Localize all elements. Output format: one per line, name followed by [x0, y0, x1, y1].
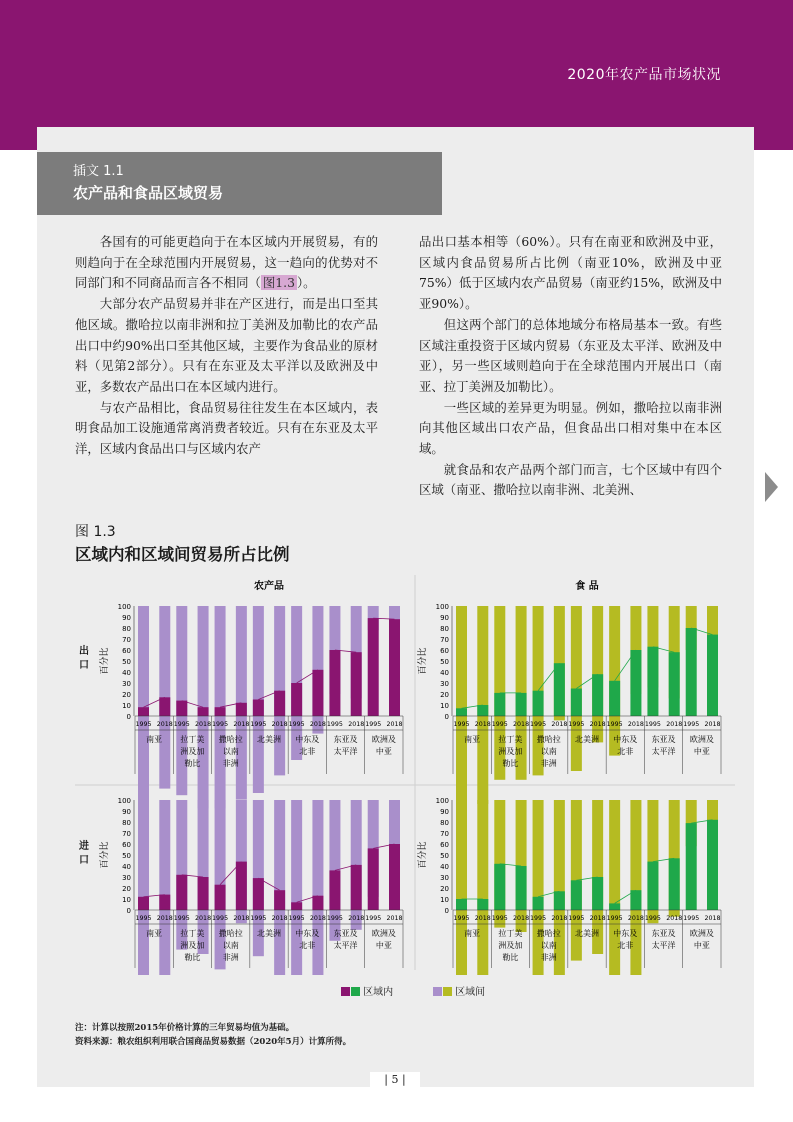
x-tick-year: 2018: [156, 721, 173, 728]
x-region-label: 以南: [222, 747, 239, 756]
x-tick-year: 2018: [513, 915, 530, 922]
bar-inter-regional: [477, 800, 488, 975]
x-region-label: 南亚: [464, 735, 481, 744]
bar-intra-regional: [389, 844, 400, 910]
y-tick-label: 0: [126, 907, 131, 915]
x-tick-year: 1995: [683, 721, 700, 728]
paragraph-text: ）。: [296, 275, 316, 291]
x-region-label: 撒哈拉: [218, 735, 243, 744]
y-axis-label: 百分比: [100, 647, 110, 675]
y-tick-label: 20: [122, 885, 131, 893]
bar-intra-regional: [630, 890, 641, 910]
x-region-label: 北非: [299, 941, 316, 950]
bar-intra-regional: [686, 823, 697, 910]
y-tick-label: 100: [117, 603, 131, 611]
bar-intra-regional: [707, 635, 718, 716]
x-tick-year: 1995: [135, 915, 152, 922]
x-tick-year: 2018: [195, 721, 212, 728]
y-tick-label: 80: [122, 819, 131, 827]
y-tick-label: 10: [440, 702, 449, 710]
x-tick-year: 2018: [627, 721, 644, 728]
y-tick-label: 0: [444, 907, 449, 915]
y-tick-label: 10: [122, 896, 131, 904]
x-tick-year: 2018: [589, 721, 606, 728]
x-tick-year: 1995: [683, 915, 700, 922]
x-region-label: 欧洲及: [689, 929, 714, 938]
x-tick-year: 1995: [288, 915, 305, 922]
x-region-label: 勒比: [502, 759, 519, 768]
bar-inter-regional: [236, 606, 247, 800]
y-tick-label: 0: [444, 713, 449, 721]
y-tick-label: 50: [122, 852, 131, 860]
bar-intra-regional: [291, 683, 302, 716]
figure-notes: [75, 1021, 351, 1049]
x-tick-year: 2018: [386, 915, 403, 922]
chart-grid-svg: [75, 575, 735, 975]
report-title: 2020年农产品市场状况: [567, 67, 721, 83]
y-tick-label: 50: [440, 852, 449, 860]
x-region-label: 中东及: [613, 735, 638, 744]
bar-intra-regional: [609, 681, 620, 716]
bar-intra-regional: [198, 707, 209, 716]
legend-item-intra: [341, 983, 393, 998]
x-tick-year: 2018: [233, 721, 250, 728]
x-tick-year: 1995: [326, 915, 343, 922]
bar-intra-regional: [456, 899, 467, 910]
bar-intra-regional: [533, 897, 544, 910]
x-tick-year: 1995: [212, 721, 229, 728]
next-page-arrow-icon[interactable]: [765, 472, 778, 502]
bar-intra-regional: [592, 877, 603, 910]
x-region-label: 太平洋: [651, 747, 676, 756]
figure-link[interactable]: 图1.3: [262, 275, 295, 291]
y-tick-label: 30: [440, 874, 449, 882]
row-label-import: 进口: [79, 841, 89, 866]
x-tick-year: 2018: [474, 915, 491, 922]
legend-swatch-ag-intra: [341, 987, 350, 996]
x-region-label: 太平洋: [651, 941, 676, 950]
x-region-label: 北非: [617, 747, 634, 756]
x-region-label: 拉丁美: [180, 929, 205, 938]
bar-intra-regional: [571, 689, 582, 717]
bar-intra-regional: [176, 875, 187, 910]
x-region-label: 勒比: [184, 759, 201, 768]
x-region-label: 北非: [617, 941, 634, 950]
y-tick-label: 10: [122, 702, 131, 710]
bar-intra-regional: [669, 652, 680, 716]
bar-intra-regional: [274, 691, 285, 716]
x-region-label: 中亚: [375, 747, 392, 756]
x-tick-year: 1995: [212, 915, 229, 922]
x-tick-year: 2018: [309, 721, 326, 728]
y-tick-label: 30: [440, 680, 449, 688]
bar-intra-regional: [312, 896, 323, 910]
x-region-label: 洲及加: [498, 747, 523, 756]
x-region-label: 太平洋: [333, 941, 358, 950]
y-tick-label: 20: [440, 885, 449, 893]
x-tick-year: 1995: [568, 721, 585, 728]
bar-intra-regional: [368, 848, 379, 910]
bar-intra-regional: [669, 858, 680, 910]
bar-intra-regional: [456, 708, 467, 716]
x-region-label: 非洲: [222, 759, 239, 768]
x-region-label: 北美洲: [575, 929, 599, 938]
x-tick-year: 2018: [271, 915, 288, 922]
x-tick-year: 2018: [474, 721, 491, 728]
x-tick-year: 1995: [135, 721, 152, 728]
x-tick-year: 1995: [644, 915, 661, 922]
x-region-label: 中亚: [693, 941, 710, 950]
bar-inter-regional: [456, 800, 467, 975]
y-tick-label: 70: [122, 636, 131, 644]
x-tick-year: 2018: [589, 915, 606, 922]
x-tick-year: 2018: [233, 915, 250, 922]
bar-intra-regional: [351, 652, 362, 716]
legend-label-intra: 区域内: [363, 987, 394, 998]
x-region-label: 洲及加: [180, 941, 205, 950]
y-tick-label: 50: [440, 658, 449, 666]
x-region-label: 中亚: [375, 941, 392, 950]
paragraph: 大部分农产品贸易并非在产区进行，而是出口至其他区域。撒哈拉以南非洲和拉丁美洲及加勒比的农产品出口中约90%出口至其他区域，主要作为食品业的原材料（见第2部分）。只有在东亚及太平洋以及欧洲及中亚，多数农产品出口在本区域内进行。: [75, 296, 378, 394]
y-tick-label: 80: [440, 819, 449, 827]
bar-intra-regional: [592, 674, 603, 716]
x-region-label: 撒哈拉: [218, 929, 243, 938]
y-tick-label: 0: [126, 713, 131, 721]
text-column-left: [75, 232, 378, 460]
x-region-label: 以南: [222, 941, 239, 950]
x-tick-year: 2018: [704, 721, 721, 728]
x-region-label: 东亚及: [651, 735, 676, 744]
x-region-label: 勒比: [184, 953, 201, 962]
y-tick-label: 40: [440, 669, 449, 677]
bar-intra-regional: [554, 891, 565, 910]
bar-inter-regional: [159, 800, 170, 975]
x-tick-year: 2018: [271, 721, 288, 728]
y-tick-label: 90: [122, 808, 131, 816]
y-axis-label: 百分比: [418, 841, 428, 869]
bar-intra-regional: [533, 691, 544, 716]
y-tick-label: 40: [122, 863, 131, 871]
x-tick-year: 1995: [326, 721, 343, 728]
row-label-export: 出口: [79, 646, 89, 671]
paragraph: [75, 232, 378, 294]
y-tick-label: 60: [122, 841, 131, 849]
x-region-label: 北美洲: [257, 929, 281, 938]
x-region-label: 中东及: [295, 735, 320, 744]
y-tick-label: 80: [440, 625, 449, 633]
x-region-label: 欧洲及: [371, 735, 396, 744]
legend-swatch-ag-inter: [433, 987, 442, 996]
bar-intra-regional: [389, 619, 400, 716]
bar-intra-regional: [686, 628, 697, 716]
y-axis-label: 百分比: [418, 647, 428, 675]
x-region-label: 中东及: [295, 929, 320, 938]
y-tick-label: 20: [440, 691, 449, 699]
y-tick-label: 70: [440, 636, 449, 644]
x-tick-year: 2018: [551, 721, 568, 728]
bar-intra-regional: [368, 618, 379, 716]
x-tick-year: 2018: [386, 721, 403, 728]
x-tick-year: 1995: [250, 721, 267, 728]
bar-intra-regional: [253, 700, 264, 717]
x-tick-year: 2018: [627, 915, 644, 922]
y-tick-label: 60: [440, 841, 449, 849]
paragraph: 与农产品相比，食品贸易往往发生在本区域内，表明食品加工设施通常离消费者较近。只有在东亚及太平洋，区域内食品出口与区域内农产: [75, 399, 378, 457]
x-tick-year: 2018: [513, 721, 530, 728]
y-tick-label: 100: [435, 603, 449, 611]
page-number: | 5 |: [370, 1072, 420, 1087]
y-axis-label: 百分比: [100, 841, 110, 869]
y-tick-label: 10: [440, 896, 449, 904]
bar-intra-regional: [494, 864, 505, 910]
x-region-label: 勒比: [502, 953, 519, 962]
bar-intra-regional: [253, 878, 264, 910]
bar-intra-regional: [329, 650, 340, 716]
bar-intra-regional: [554, 663, 565, 716]
bar-intra-regional: [274, 890, 285, 910]
y-tick-label: 90: [440, 808, 449, 816]
bar-intra-regional: [291, 902, 302, 910]
x-region-label: 太平洋: [333, 747, 358, 756]
bar-intra-regional: [647, 862, 658, 910]
y-tick-label: 30: [122, 680, 131, 688]
text-column-right: [419, 232, 722, 501]
y-tick-label: 90: [122, 614, 131, 622]
box-label: 插文 1.1: [73, 164, 124, 179]
y-tick-label: 90: [440, 614, 449, 622]
x-region-label: 北美洲: [575, 735, 599, 744]
x-region-label: 非洲: [540, 953, 557, 962]
bar-intra-regional: [159, 895, 170, 910]
x-region-label: 南亚: [464, 929, 481, 938]
x-tick-year: 1995: [644, 721, 661, 728]
y-tick-label: 20: [122, 691, 131, 699]
y-tick-label: 100: [117, 797, 131, 805]
x-tick-year: 2018: [666, 915, 683, 922]
bar-intra-regional: [138, 897, 149, 910]
legend-item-inter: [433, 983, 485, 998]
x-tick-year: 1995: [453, 915, 470, 922]
x-region-label: 南亚: [146, 735, 163, 744]
x-tick-year: 1995: [606, 915, 623, 922]
x-region-label: 东亚及: [651, 929, 676, 938]
figure-charts: [75, 575, 735, 975]
x-tick-year: 1995: [491, 721, 508, 728]
x-tick-year: 1995: [173, 721, 190, 728]
bar-intra-regional: [198, 877, 209, 910]
x-region-label: 以南: [540, 941, 557, 950]
x-region-label: 南亚: [146, 929, 163, 938]
bar-intra-regional: [609, 903, 620, 910]
page-number-value: 5: [391, 1073, 399, 1086]
x-region-label: 中亚: [693, 747, 710, 756]
legend-swatch-food-inter: [443, 987, 452, 996]
x-tick-year: 1995: [530, 721, 547, 728]
x-region-label: 北美洲: [257, 735, 281, 744]
x-region-label: 拉丁美: [498, 929, 523, 938]
legend-swatch-food-intra: [351, 987, 360, 996]
x-tick-year: 2018: [309, 915, 326, 922]
y-tick-label: 70: [440, 830, 449, 838]
paragraph: 但这两个部门的总体地域分布格局基本一致。有些区域注重投资于区域内贸易（东亚及太平洋、欧洲及中亚），另一些区域则趋向于在全球范围内开展出口（南亚、拉丁美洲及加勒比）。: [419, 316, 722, 394]
bar-intra-regional: [312, 670, 323, 716]
x-tick-year: 2018: [156, 915, 173, 922]
x-region-label: 拉丁美: [498, 735, 523, 744]
x-region-label: 欧洲及: [689, 735, 714, 744]
legend-label-inter: 区域间: [455, 987, 486, 998]
x-region-label: 东亚及: [333, 929, 358, 938]
x-tick-year: 2018: [348, 915, 365, 922]
bar-intra-regional: [516, 866, 527, 910]
x-tick-year: 2018: [704, 915, 721, 922]
x-tick-year: 2018: [666, 721, 683, 728]
x-region-label: 洲及加: [498, 941, 523, 950]
x-tick-year: 1995: [365, 915, 382, 922]
bar-inter-regional: [138, 800, 149, 975]
y-tick-label: 30: [122, 874, 131, 882]
x-region-label: 洲及加: [180, 747, 205, 756]
bar-intra-regional: [647, 647, 658, 716]
x-tick-year: 2018: [348, 721, 365, 728]
x-tick-year: 2018: [551, 915, 568, 922]
y-tick-label: 80: [122, 625, 131, 633]
x-tick-year: 1995: [365, 721, 382, 728]
y-tick-label: 40: [122, 669, 131, 677]
bar-intra-regional: [571, 880, 582, 910]
x-region-label: 非洲: [222, 953, 239, 962]
note-text: 注：计算以按照2015年价格计算的三年贸易均值为基础。: [75, 1023, 295, 1033]
chart-title: 食 品: [575, 581, 599, 592]
x-tick-year: 1995: [491, 915, 508, 922]
bar-intra-regional: [477, 705, 488, 716]
chart-title: 农产品: [254, 581, 284, 592]
x-region-label: 欧洲及: [371, 929, 396, 938]
x-tick-year: 2018: [195, 915, 212, 922]
bar-intra-regional: [351, 865, 362, 910]
paragraph-text: 各国有的可能更趋向于在本区域内开展贸易，有的则趋向于在全球范围内开展贸易，这一趋向的优势对不同部门和不同商品而言各不相同（: [75, 234, 378, 291]
paragraph: 就食品和农产品两个部门而言，七个区域中有四个区域（南亚、撒哈拉以南非洲、北美洲、: [419, 461, 722, 498]
bar-intra-regional: [159, 697, 170, 716]
x-tick-year: 1995: [288, 721, 305, 728]
x-tick-year: 1995: [606, 721, 623, 728]
box-title: 农产品和食品区域贸易: [73, 184, 224, 202]
bar-intra-regional: [236, 703, 247, 716]
bar-intra-regional: [477, 899, 488, 910]
x-region-label: 以南: [540, 747, 557, 756]
x-tick-year: 1995: [568, 915, 585, 922]
y-tick-label: 50: [122, 658, 131, 666]
bar-intra-regional: [138, 707, 149, 716]
source-text: 资料来源：粮农组织利用联合国商品贸易数据（2020年5月）计算所得。: [75, 1037, 352, 1047]
y-tick-label: 70: [122, 830, 131, 838]
y-tick-label: 60: [440, 647, 449, 655]
x-region-label: 中东及: [613, 929, 638, 938]
bar-intra-regional: [630, 650, 641, 716]
bar-intra-regional: [516, 693, 527, 716]
bar-intra-regional: [236, 862, 247, 910]
box-banner: [37, 152, 442, 215]
bar-intra-regional: [329, 870, 340, 910]
bar-intra-regional: [215, 885, 226, 910]
figure-label: 图 1.3: [75, 524, 116, 540]
paragraph: 一些区域的差异更为明显。例如，撒哈拉以南非洲向其他区域出口农产品，但食品出口相对集中在本区域。: [419, 399, 722, 457]
x-region-label: 北非: [299, 747, 316, 756]
x-region-label: 非洲: [540, 759, 557, 768]
bar-inter-regional: [274, 800, 285, 975]
x-region-label: 东亚及: [333, 735, 358, 744]
bar-intra-regional: [176, 701, 187, 716]
x-region-label: 撒哈拉: [536, 929, 561, 938]
y-tick-label: 60: [122, 647, 131, 655]
x-tick-year: 1995: [530, 915, 547, 922]
x-region-label: 拉丁美: [180, 735, 205, 744]
x-tick-year: 1995: [173, 915, 190, 922]
x-tick-year: 1995: [250, 915, 267, 922]
paragraph: 品出口基本相等（60%）。只有在南亚和欧洲及中亚，区域内食品贸易所占比例（南亚10%，欧洲及中亚75%）低于区域内农产品贸易（南亚约15%，欧洲及中亚90%）。: [419, 234, 722, 312]
x-region-label: 撒哈拉: [536, 735, 561, 744]
bar-intra-regional: [494, 693, 505, 716]
x-tick-year: 1995: [453, 721, 470, 728]
y-tick-label: 100: [435, 797, 449, 805]
y-tick-label: 40: [440, 863, 449, 871]
bar-intra-regional: [707, 820, 718, 910]
bar-intra-regional: [215, 707, 226, 716]
figure-title: 区域内和区域间贸易所占比例: [75, 545, 290, 564]
